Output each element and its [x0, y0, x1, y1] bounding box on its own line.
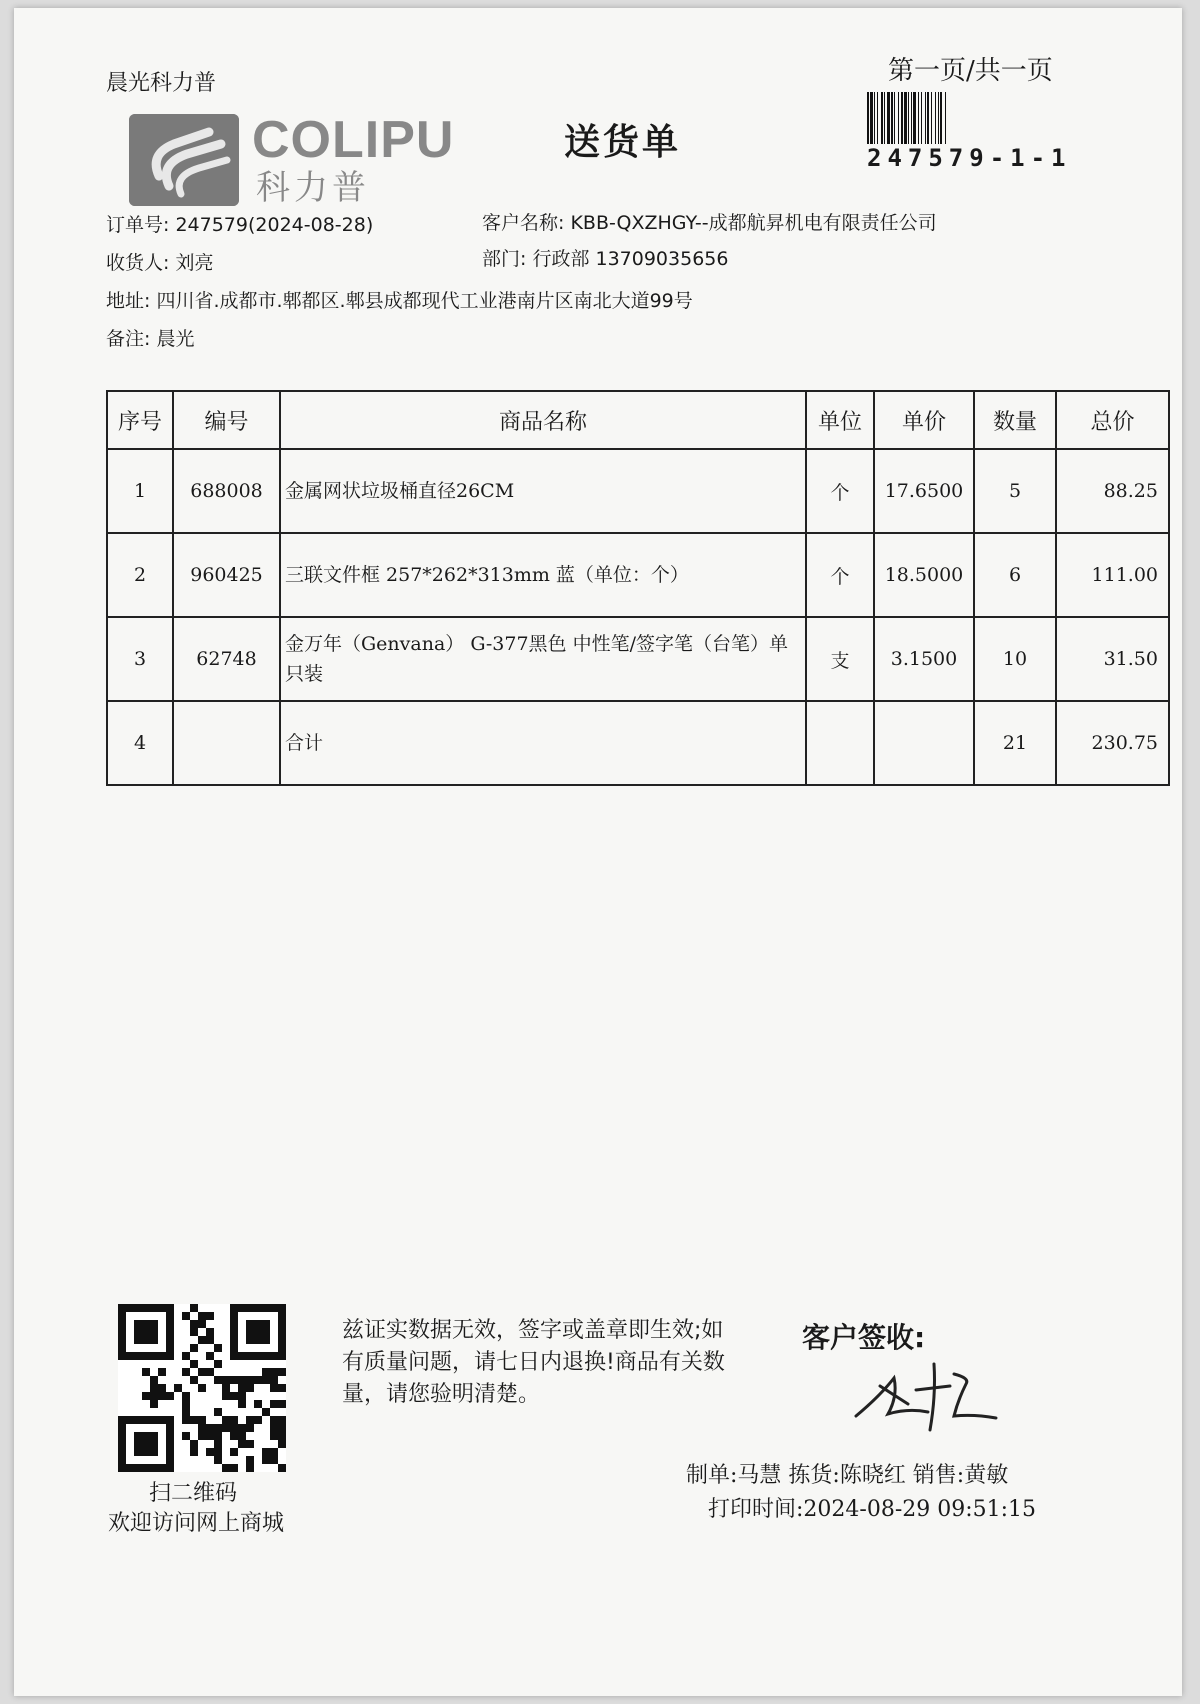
- receiver-value: 刘亮: [175, 252, 214, 274]
- header-total: 总价: [1056, 391, 1169, 449]
- header-seq: 序号: [107, 391, 173, 449]
- qr-caption-mall: 欢迎访问网上商城: [108, 1511, 285, 1536]
- logo-chinese-name: 科力普: [256, 168, 370, 208]
- logo-wordmark: COLIPU: [252, 111, 455, 169]
- header-qty: 数量: [974, 391, 1056, 449]
- qr-caption: 扫二维码: [149, 1481, 238, 1506]
- header-unit: 单位: [806, 391, 874, 449]
- header-code: 编号: [173, 391, 280, 449]
- cell-price: [874, 701, 974, 785]
- cell-price: 17.6500: [874, 449, 974, 533]
- company-short-name: 晨光科力普: [106, 71, 217, 96]
- table-header-row: [107, 391, 1169, 449]
- cell-seq: 4: [107, 701, 173, 785]
- cell-unit: 个: [806, 449, 874, 533]
- customer-sign-label: 客户签收:: [802, 1321, 926, 1354]
- items-table: [106, 390, 1170, 786]
- cell-seq: 1: [107, 449, 173, 533]
- cell-name: 三联文件框 257*262*313mm 蓝（单位：个）: [280, 533, 806, 617]
- cell-unit: 支: [806, 617, 874, 701]
- page-info: 第一页/共一页: [888, 56, 1053, 86]
- cell-seq: 3: [107, 617, 173, 701]
- header-price: 单价: [874, 391, 974, 449]
- cell-total: 230.75: [1056, 701, 1169, 785]
- table-row: [107, 617, 1169, 701]
- cell-price: 3.1500: [874, 617, 974, 701]
- dept-value: 行政部 13709035656: [532, 248, 729, 270]
- remark-value: 晨光: [156, 328, 195, 350]
- receiver-label: 收货人:: [106, 252, 170, 274]
- cell-total: 31.50: [1056, 617, 1169, 701]
- cell-code: 688008: [173, 449, 280, 533]
- customer-value: KBB-QXZHGY--成都航昇机电有限责任公司: [570, 212, 937, 234]
- cell-name: 金属网状垃圾桶直径26CM: [280, 449, 806, 533]
- receiver: [106, 248, 213, 275]
- cell-seq: 2: [107, 533, 173, 617]
- address-label: 地址:: [106, 290, 151, 312]
- qr-code-icon: [118, 1304, 286, 1472]
- department: [482, 244, 728, 271]
- barcode-number: 247579-1-1: [867, 144, 1072, 172]
- staff-line: 制单:马慧 拣货:陈晓红 销售:黄敏: [686, 1463, 1009, 1488]
- cell-name: 合计: [280, 701, 806, 785]
- delivery-note-paper: [14, 8, 1182, 1696]
- colipu-logo-icon: [129, 114, 239, 206]
- cell-code: 62748: [173, 617, 280, 701]
- remark-label: 备注:: [106, 328, 151, 350]
- cell-code: 960425: [173, 533, 280, 617]
- print-time: 打印时间:2024-08-29 09:51:15: [708, 1497, 1037, 1522]
- cell-qty: 5: [974, 449, 1056, 533]
- header-name: 商品名称: [280, 391, 806, 449]
- cell-unit: 个: [806, 533, 874, 617]
- cell-total: 111.00: [1056, 533, 1169, 617]
- cell-name: 金万年（Genvana） G-377黑色 中性笔/签字笔（台笔）单只装: [280, 617, 806, 701]
- cell-total: 88.25: [1056, 449, 1169, 533]
- handwritten-signature: [850, 1356, 1000, 1436]
- cell-unit: [806, 701, 874, 785]
- address: [106, 286, 693, 313]
- remark: [106, 324, 194, 351]
- document-title: 送货单: [564, 122, 682, 163]
- customer-label: 客户名称:: [482, 212, 565, 234]
- customer-name: [482, 208, 937, 235]
- table-row-total: [107, 701, 1169, 785]
- order-number: [106, 210, 373, 237]
- barcode: [867, 92, 1063, 144]
- cell-price: 18.5000: [874, 533, 974, 617]
- table-row: [107, 449, 1169, 533]
- table-row: [107, 533, 1169, 617]
- cell-qty: 6: [974, 533, 1056, 617]
- cell-code: [173, 701, 280, 785]
- order-label: 订单号:: [106, 214, 170, 236]
- cell-qty: 21: [974, 701, 1056, 785]
- notice-text: 兹证实数据无效，签字或盖章即生效;如有质量问题，请七日内退换!商品有关数量，请您验明清楚。: [342, 1318, 725, 1407]
- dept-label: 部门:: [482, 248, 527, 270]
- address-value: 四川省.成都市.郫都区.郫县成都现代工业港南片区南北大道99号: [156, 290, 693, 312]
- cell-qty: 10: [974, 617, 1056, 701]
- order-value: 247579(2024-08-28): [175, 214, 374, 236]
